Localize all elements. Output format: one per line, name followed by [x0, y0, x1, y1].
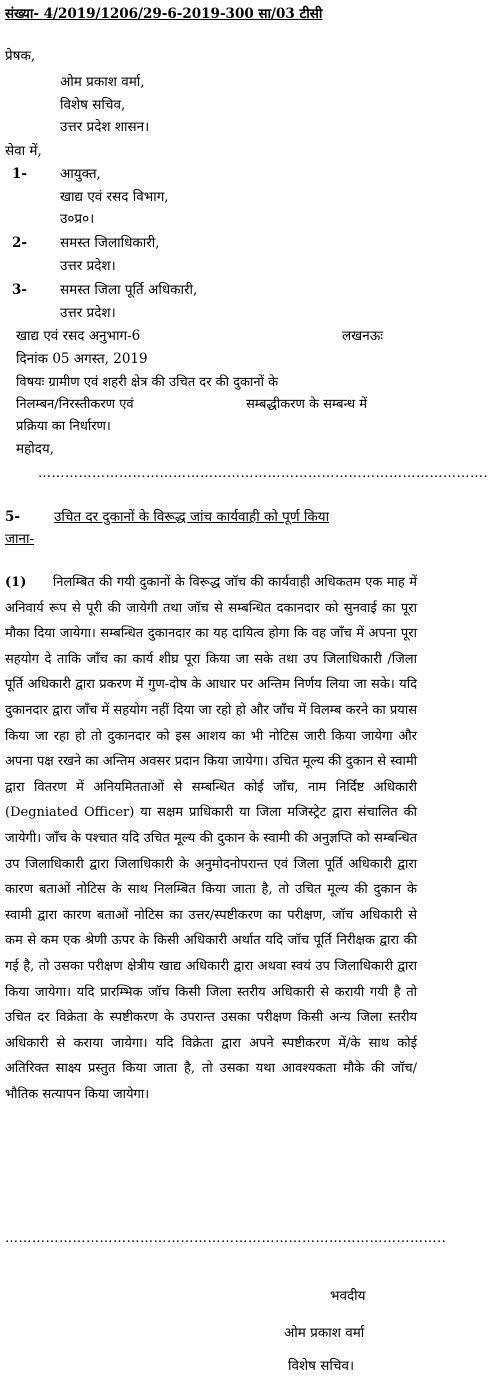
paragraph-number: (1)	[5, 575, 27, 590]
place: लखनऊः	[342, 328, 384, 344]
ellipsis-divider: ……………………………………………………………………………………..	[5, 1231, 447, 1246]
recipients-label: सेवा में,	[5, 143, 42, 159]
recipient-number: 3-	[12, 282, 27, 298]
salutation: महोदय,	[16, 441, 55, 457]
closing-yours: भवदीय	[330, 1288, 366, 1304]
recipient-number: 2-	[12, 235, 27, 251]
recipient-line: समस्त जिला पूर्ति अधिकारी,	[60, 282, 198, 298]
recipient-line: खाद्य एवं रसद विभाग,	[60, 189, 169, 205]
sender-designation: विशेष सचिव,	[60, 97, 126, 113]
point-heading: उचित दर दुकानों के विरूद्ध जांच कार्यवाही को पूर्ण किया	[54, 509, 330, 525]
signatory-designation: विशेष सचिव।	[288, 1358, 355, 1374]
ellipsis-divider: ……………………………………………………………………………………….	[38, 466, 488, 481]
point-heading: जाना-	[5, 531, 35, 547]
section-name: खाद्य एवं रसद अनुभाग-6	[16, 328, 141, 344]
reference-number: संख्या- 4/2019/1206/29-6-2019-300 सा/03 टीसी	[5, 6, 323, 22]
letter-date: दिनांक 05 अगस्त, 2019	[16, 351, 148, 367]
signatory-name: ओम प्रकाश वर्मा	[284, 1325, 365, 1341]
sender-label: प्रेषक,	[5, 48, 36, 64]
sender-office: उत्तर प्रदेश शासन।	[60, 119, 150, 135]
subject-line: सम्बद्धीकरण के सम्बन्ध में	[246, 397, 368, 412]
sender-name: ओम प्रकाश वर्मा,	[60, 74, 145, 90]
subject-line: निलम्बन/निरस्तीकरण एवं	[16, 397, 134, 412]
recipient-line: समस्त जिलाधिकारी,	[60, 235, 160, 251]
recipient-line: उत्तर प्रदेश।	[60, 305, 116, 321]
recipient-line: उत्तर प्रदेश।	[60, 258, 116, 274]
subject-line: विषयः ग्रामीण एवं शहरी क्षेत्र की उचित दर की दुकानों के	[16, 375, 279, 390]
subject-line: प्रक्रिया का निर्धारण।	[16, 419, 111, 434]
point-number: 5-	[5, 509, 20, 525]
paragraph-text: निलम्बित की गयी दुकानों के विरूद्ध जॉच की कार्यवाही अधिकतम एक माह में अनिवार्य रूप से पूरी की जायेगी तथा जॉच से सम्बन्धित दकानदार को सुनवाई का पूरा मौका दिया जायेगा। सम्बन्धित दुकानदार का यह दायित्व होगा कि वह जाँच में अपना पूरा सहयोग दे ताकि जाँच का कार्य शीघ्र पूरा किया जा सके तथा उप जिलाधिकारी /जिला पूर्ति अधिकारी द्वारा प्रकरण में गुण-दोष के आधार पर अन्तिम निर्णय लिया जा सके। यदि दुकानदार द्वारा जाँच में सहयोग नहीं दिया जा रहो हो और जाँच में विलम्ब करने का प्रयास किया जा रहा हो तो दुकानदार को इस आशय का भी नोटिस जारी किया जायेगा और अपना पक्ष रखने का अन्तिम अवसर प्रदान किया जायेगा। उचित मूल्य की दुकान से स्वामी द्वारा वितरण में अनियमितताओं से सम्बन्धित कोई जाँच, नाम निर्दिष्ट अधिकारी (Degniated Officer) या सक्षम प्राधिकारी या जिला मजिस्ट्रेट द्वारा संचालित की जायेगी। जाँच के पश्चात यदि उचित मूल्य की दुकान के स्वामी की अनुज्ञप्ति को सम्बन्धित उप जिलाधिकारी द्वारा जिलाधिकारी के अनुमोदनोपरान्त एवं जिला पूर्ति अधिकारी द्वारा कारण बताओं नोटिस के साथ निलम्बित किया जाता है, तो उचित मूल्य की दुकान के स्वामी द्वारा कारण बताओं नोटिस का उत्तर/स्पष्टीकरण का परीक्षण, जॉच अधिकारी से कम से कम एक श्रेणी ऊपर के किसी अधिकारी अर्थात यदि जॉच पूर्ति निरीक्षक द्वारा की गई है, तो उसका परीक्षण क्षेत्रीय खाद्य अधिकारी द्वारा अथवा स्वयं उप जिलाधिकारी द्वारा किया जायेगा। यदि प्रारम्भिक जॉच किसी जिला स्तरीय अधिकारी से करायी गयी है तो उचित दर विक्रेता के स्पष्टीकरण के उपरान्त उसका परीक्षण किसी अन्य जिला स्तरीय अधिकारी से कराया जायेगा। यदि विक्रेता द्वारा अपने स्पष्टीकरण में/के साथ कोई अतिरिक्त साक्ष्य प्रस्तुत किया जाता है, तो उसका यथा आवश्यकता मौके की जॉच/ भौतिक सत्यापन किया जायेगा।	[5, 575, 418, 1102]
recipient-line: उ०प्र०।	[60, 211, 95, 227]
recipient-number: 1-	[12, 166, 27, 182]
body-paragraph	[5, 570, 417, 1107]
recipient-line: आयुक्त,	[60, 166, 101, 182]
